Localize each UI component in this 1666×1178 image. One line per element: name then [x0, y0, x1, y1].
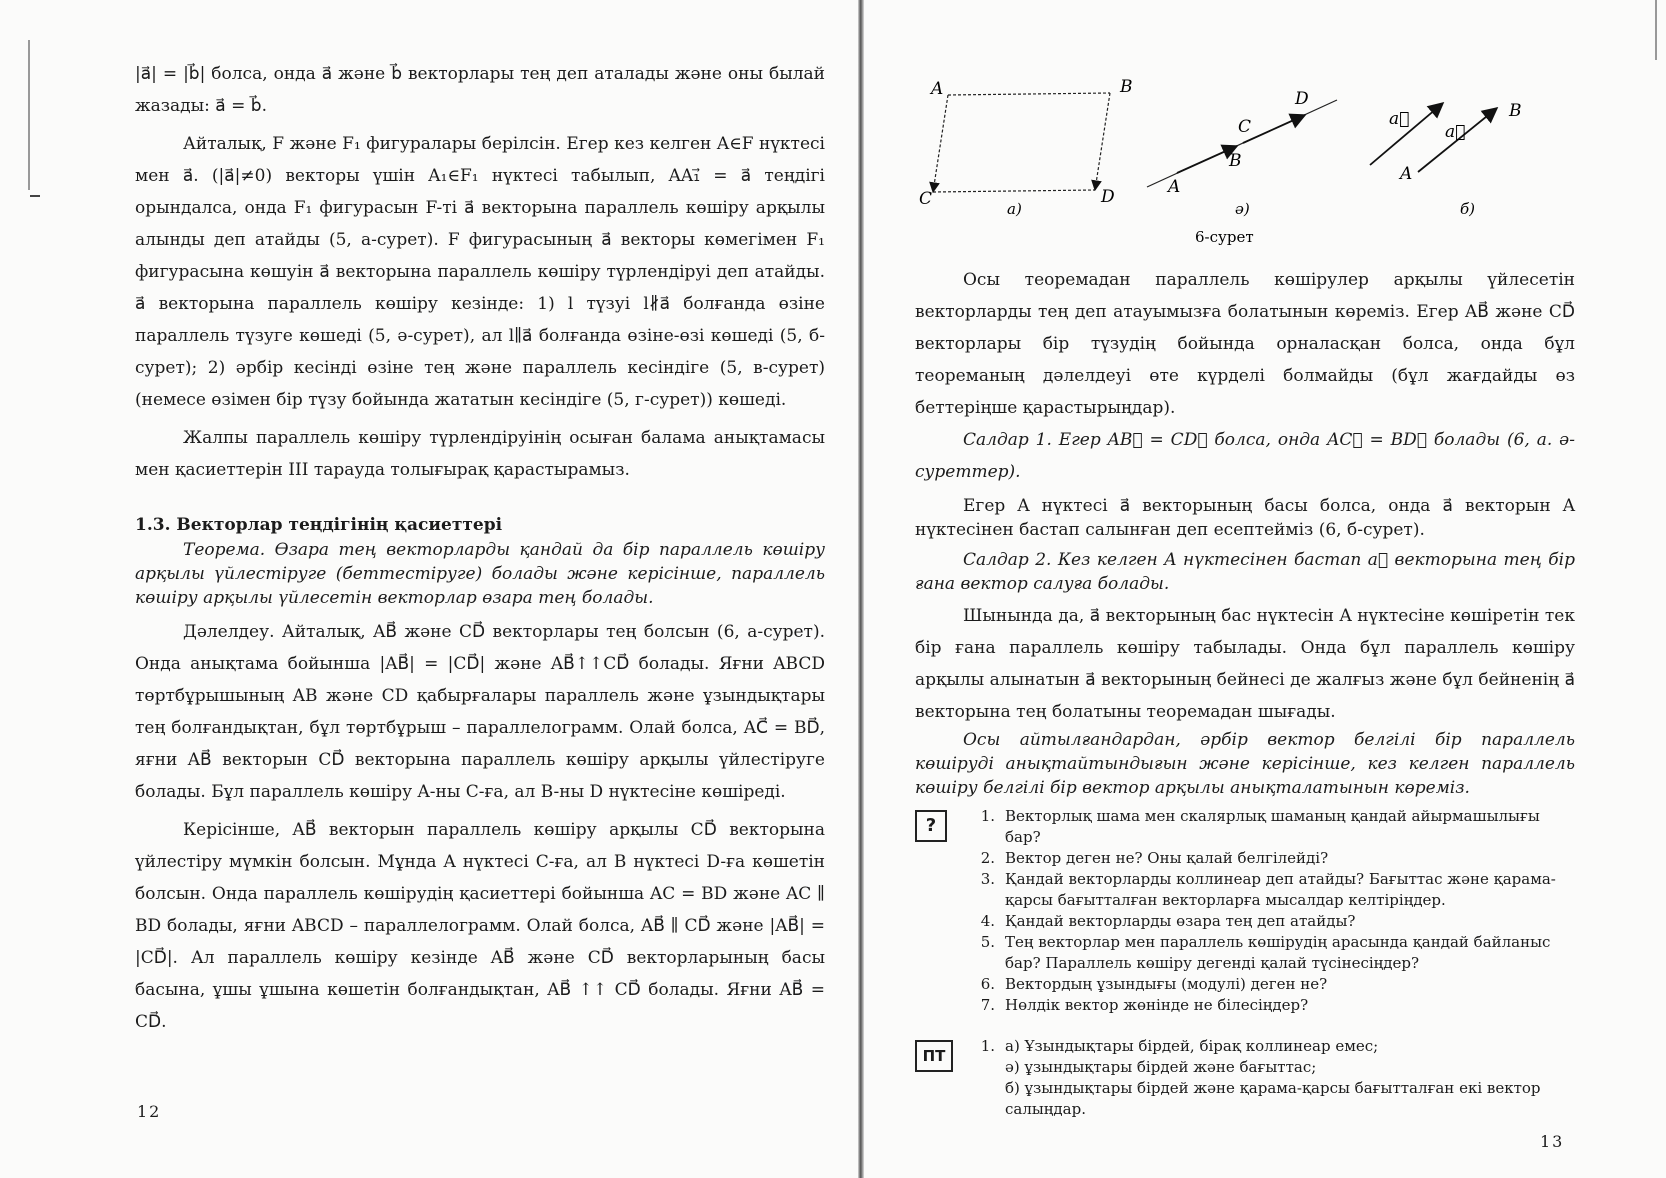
- list-item: 3. Қандай векторларды коллинеар деп атайды? Бағыттас және қарама-қарсы бағытталған векторларға мысалдар келтіріңдер.: [980, 870, 1556, 909]
- right-edge-mark: [1655, 0, 1657, 60]
- point-label: C: [1238, 117, 1252, 137]
- point-label: B: [1120, 77, 1133, 97]
- segment-ab: [948, 93, 1110, 95]
- list-item: 1. Векторлық шама мен скалярлық шаманың қандай айырмашылығы бар?: [980, 807, 1540, 846]
- paragraph-theorem-consequence: Осы теоремадан параллель көшірулер арқылы үйлесетін векторларды тең деп атауымызға болатынын көреміз. Егер AB⃗ және CD⃗ векторлары бір түзудің бойында орналасқан болса, онда бұл теореманың дәлелдеуі өте күрделі болмайды (бұл жағдайды өз беттеріңше қарастырыңдар).: [915, 270, 1575, 418]
- figure-part-ae: [1147, 89, 1337, 218]
- subfigure-label-a: а): [1007, 200, 1022, 218]
- vector-ac: [933, 95, 948, 192]
- paragraph-properties-note: Жалпы параллель көшіру түрлендіруінің осыған балама анықтамасы мен қасиеттерін III тарауда толығырақ қарастырамыз.: [135, 428, 825, 480]
- list-item: 5. Тең векторлар мен параллель көшірудің арасында қандай байланыс бар? Параллель көшіру дегенді қалай түсінесіңдер?: [980, 933, 1551, 972]
- proof-paragraph-2: Керісінше, AB⃗ векторын параллель көшіру арқылы CD⃗ векторына үйлестіру мүмкін болсын. Мұнда A нүктесі C-ға, ал B нүктесі D-ға көшетін болсын. Онда параллель көшірудің қасиеттері бойынша AC = BD және AC ∥ BD болады, яғни ABCD – параллелограмм. Олай болса, AB⃗ ∥ CD⃗ және |AB⃗| = |CD⃗|. Ал параллель көшіру кезінде AB⃗ және CD⃗ векторларының басы басына, ұшы ұшына көшетін болғандықтан, AB⃗ ↑↑ CD⃗ болады. Яғни AB⃗ = CD⃗.: [135, 820, 825, 1032]
- section-heading: 1.3. Векторлар теңдігінің қасиеттері: [135, 515, 503, 535]
- page-number-right: 13: [1540, 1132, 1565, 1151]
- proof-paragraph-1: Дәлелдеу. Айталық, AB⃗ және CD⃗ векторлары тең болсын (6, а-сурет). Онда анықтама бойынша |AB⃗| = |CD⃗| және AB⃗↑↑CD⃗ болады. Яғни ABCD төртбұрышының AB және CD қабырғалары параллель және ұзындықтары тең болғандықтан, бұл төртбұрыш – параллелограмм. Олай болса, AC⃗ = BD⃗, яғни AB⃗ векторын CD⃗ векторына параллель көшіру арқылы үйлестіруге болады. Бұл параллель көшіру A-ны C-ға, ал B-ны D нүктесіне көшіреді.: [135, 622, 825, 802]
- corollary-2: Салдар 2. Кез келген A нүктесінен бастап a⃗ векторына тең бір ғана вектор салуға болады.: [915, 550, 1575, 594]
- list-item: 2. Вектор деген не? Оны қалай белгілейді?: [980, 849, 1329, 867]
- list-item: б) ұзындықтары бірдей және қарама-қарсы бағытталған екі вектор салыңдар.: [1005, 1079, 1541, 1118]
- paragraph-conclusion: Осы айтылғандардан, әрбір вектор белгілі бір параллель көшіруді анықтайтындығын және керісінше, кез келген параллель көшіру белгілі бір вектор арқылы анықталатынын көреміз.: [915, 730, 1575, 798]
- vector-ab: [1177, 146, 1237, 173]
- paragraph-parallel-translation: Айталық, F және F₁ фигуралары берілсін. Егер кез келген A∈F нүктесі мен a⃗. (|a⃗|≠0) векторы үшін A₁∈F₁ нүктесі табылып, AA₁⃗ = a⃗ теңдігі орындалса, онда F₁ фигурасын F-ті a⃗ векторына параллель көшіру арқылы алынды деп атайды (5, а-сурет). F фигурасының a⃗ векторы көмегімен F₁ фигурасына көшуін a⃗ векторына параллель көшіру түрлендіруі деп атайды. a⃗ векторына параллель көшіру кезінде: 1) l түзуі l∦a⃗ болғанда өзіне параллель түзуге көшеді (5, ә-сурет), ал l∥a⃗ болғанда өзіне-өзі көшеді (5, б-сурет); 2) әрбір кесінді өзіне тең және параллель кесіндіге (5, в-сурет) (немесе өзімен бір түзу бойында жататын кесіндіге (5, г-сурет)) көшеді.: [135, 134, 825, 410]
- tasks-icon: ПТ: [915, 1040, 953, 1072]
- list-item: 1. а) Ұзындықтары бірдей, бірақ коллинеар емес;: [980, 1037, 1379, 1055]
- point-label: D: [1295, 89, 1309, 109]
- vector-cd: [1243, 115, 1305, 143]
- point-label: B: [1509, 101, 1522, 121]
- point-label: A: [1400, 164, 1413, 184]
- vector-label: a⃗: [1389, 109, 1410, 129]
- corollary-1: Салдар 1. Егер AB⃗ = CD⃗ болса, онда AC⃗ = BD⃗ болады (6, а. ә-суреттер).: [915, 430, 1575, 482]
- questions-list: [965, 806, 1575, 1016]
- line-l: [1147, 100, 1337, 187]
- subfigure-label-ae: ә): [1235, 200, 1250, 218]
- figure-part-b: [1370, 101, 1522, 218]
- page-number-left: 12: [137, 1102, 162, 1121]
- paragraph-vector-start: Егер A нүктесі a⃗ векторының басы болса, онда a⃗ векторын A нүктесінен бастап салынған деп есептейміз (6, б-сурет).: [915, 496, 1575, 540]
- list-item: 7. Нөлдік вектор жөнінде не білесіңдер?: [980, 996, 1309, 1014]
- list-item: 6. Вектордың ұзындығы (модулі) деген не?: [980, 975, 1328, 993]
- paragraph-equal-vectors: |a⃗| = |b⃗| болса, онда a⃗ және b⃗ векторлары тең деп аталады және оны былай жазады: a⃗ = b⃗.: [135, 64, 825, 116]
- book-gutter: [858, 0, 864, 1178]
- questions-icon: ?: [915, 810, 947, 842]
- left-edge-tick: [30, 195, 40, 197]
- list-item: 4. Қандай векторларды өзара тең деп атайды?: [980, 912, 1356, 930]
- point-label: C: [919, 189, 933, 209]
- point-label: A: [931, 79, 944, 99]
- figure-caption: 6-сурет: [1195, 228, 1254, 246]
- left-page: [135, 0, 825, 1178]
- theorem-text: Теорема. Өзара тең векторларды қандай да бір параллель көшіру арқылы үйлестіруге (беттестіруге) болады және керісінше, параллель көшіру арқылы үйлесетін векторлар өзара тең болады.: [135, 540, 825, 608]
- point-label: B: [1229, 151, 1242, 171]
- tasks-list: [965, 1036, 1575, 1120]
- point-label: D: [1101, 187, 1115, 207]
- paragraph-indeed: Шынында да, a⃗ векторының бас нүктесін A нүктесіне көшіретін тек бір ғана параллель көшіру табылады. Онда бұл параллель көшіру арқылы алынатын a⃗ векторының бейнесі де жалғыз және бұл бейненің a⃗ векторына тең болатыны теоремадан шығады.: [915, 606, 1575, 722]
- figure-part-a: [919, 77, 1133, 218]
- vector-label: a⃗: [1445, 122, 1466, 142]
- subfigure-label-b: б): [1460, 200, 1476, 218]
- segment-cd: [933, 190, 1095, 192]
- vector-bd: [1095, 93, 1110, 190]
- right-page: [915, 0, 1575, 1178]
- list-item: ә) ұзындықтары бірдей және бағыттас;: [1005, 1058, 1317, 1076]
- figure-6: [915, 62, 1575, 262]
- left-edge-mark: [28, 40, 30, 190]
- point-label: A: [1168, 177, 1181, 197]
